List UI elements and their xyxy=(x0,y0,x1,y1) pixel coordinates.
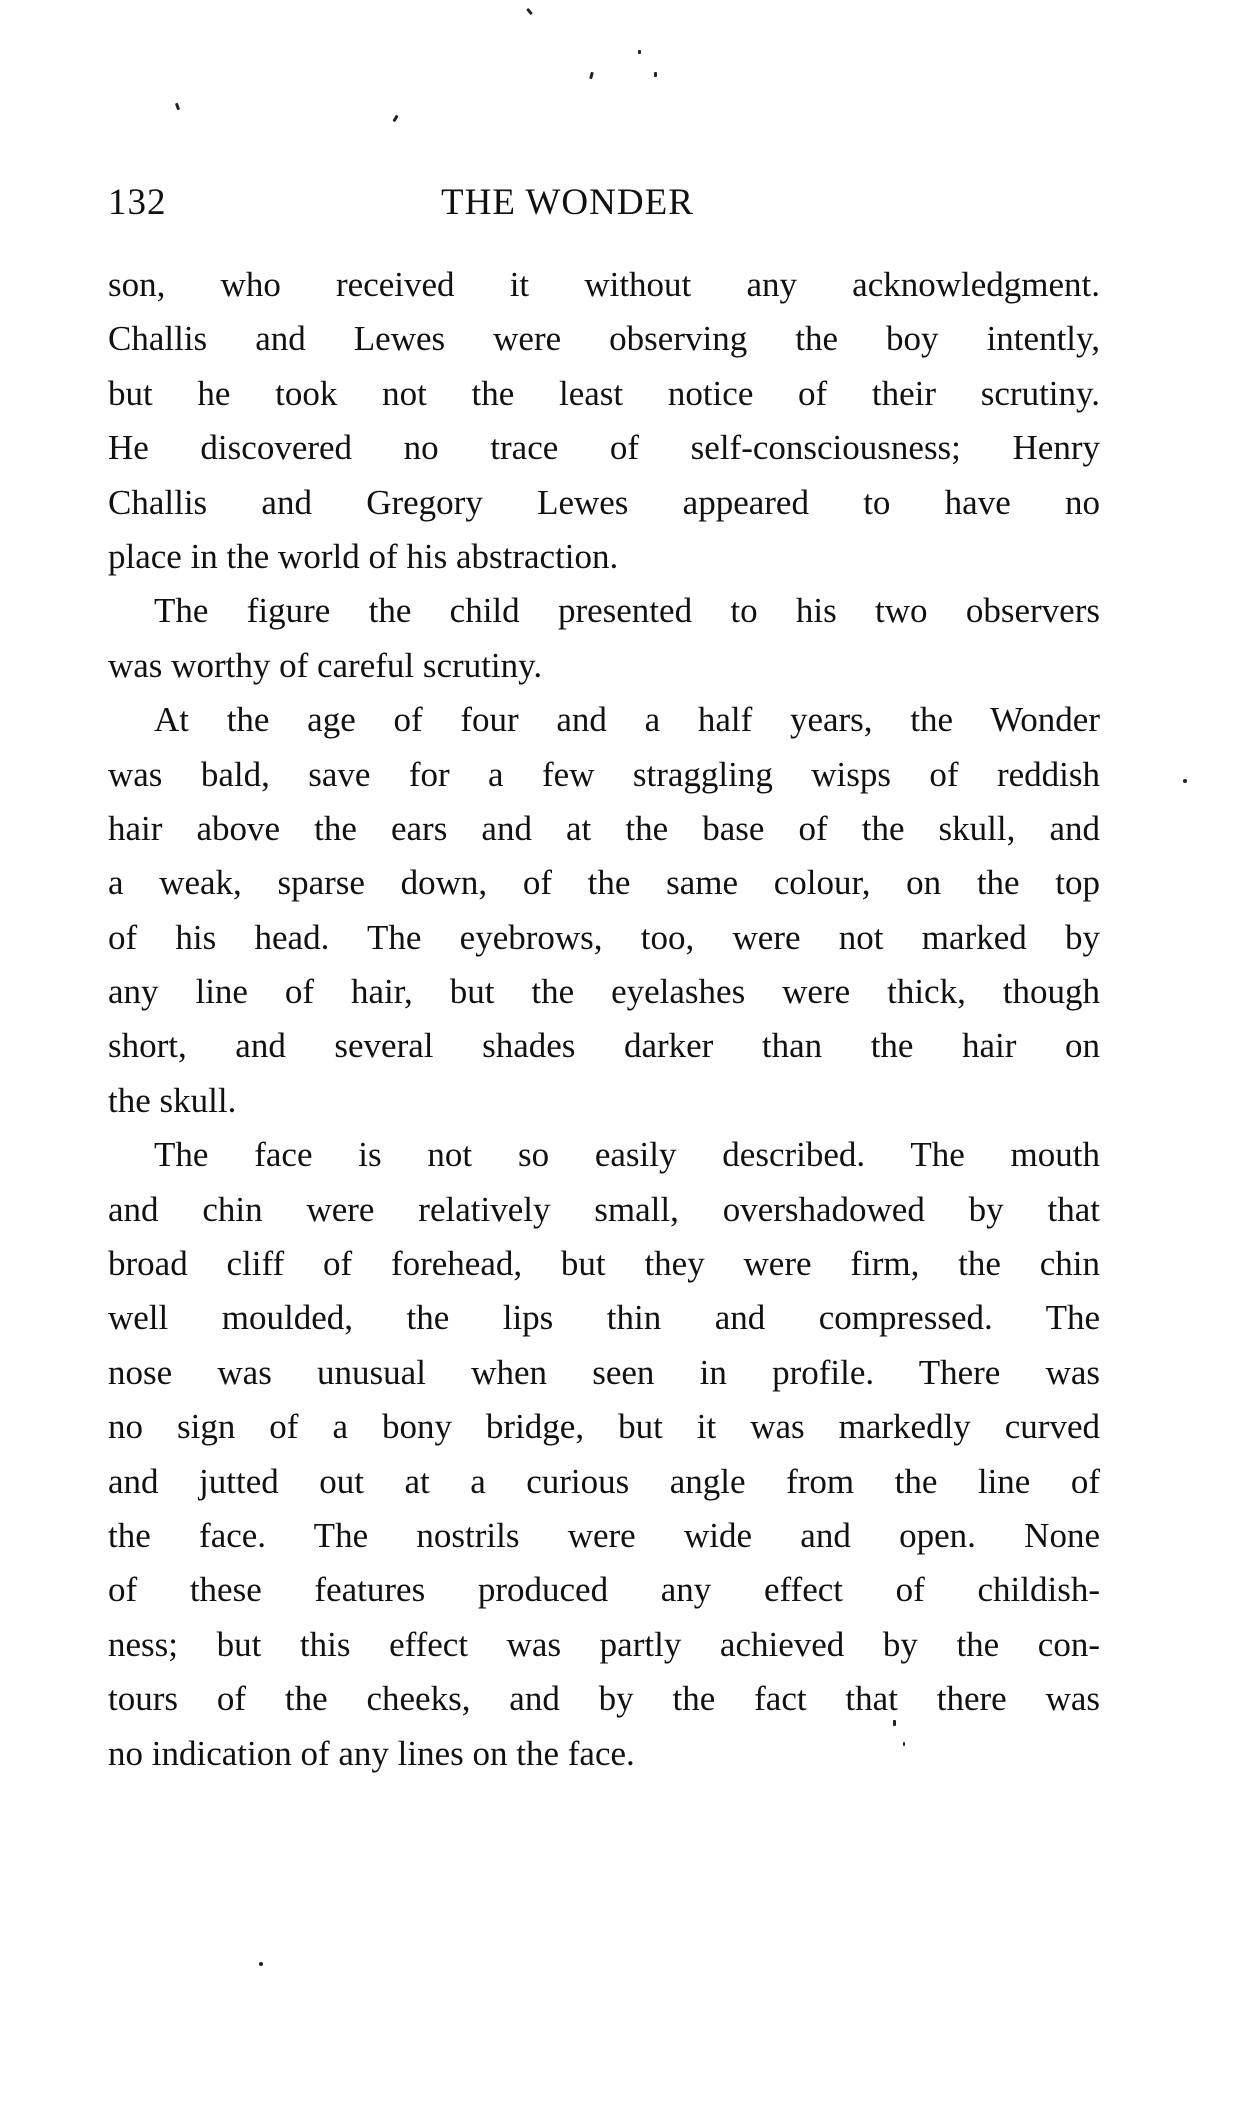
text-line: Challis and Gregory Lewes appeared to have no xyxy=(108,482,1100,522)
text-line: nose was unusual when seen in profile. There was xyxy=(108,1352,1100,1392)
scan-speck xyxy=(638,50,641,54)
text-line: well moulded, the lips thin and compressed. The xyxy=(108,1298,1100,1338)
text-line: the skull. xyxy=(108,1080,237,1120)
text-line: and jutted out at a curious angle from the line of xyxy=(108,1461,1100,1501)
paragraph xyxy=(108,1128,1100,1781)
text-line: At the age of four and a half years, the Wonder xyxy=(154,700,1100,740)
scan-speck xyxy=(259,1962,263,1966)
text-line: ness; but this effect was partly achieved by the con- xyxy=(108,1624,1100,1664)
text-line: any line of hair, but the eyelashes were thick, though xyxy=(108,972,1100,1012)
scan-speck xyxy=(392,115,398,123)
text-line: Challis and Lewes were observing the boy intently, xyxy=(108,319,1100,359)
text-line: the face. The nostrils were wide and open. None xyxy=(108,1515,1100,1555)
text-line: of his head. The eyebrows, too, were not marked by xyxy=(108,917,1100,957)
body-text xyxy=(108,258,1100,1781)
text-line: tours of the cheeks, and by the fact that there was xyxy=(108,1679,1100,1719)
text-line: was bald, save for a few straggling wisps of reddish xyxy=(108,754,1100,794)
scan-speck xyxy=(175,103,180,111)
text-line: and chin were relatively small, overshadowed by that xyxy=(108,1189,1100,1229)
page-number: 132 xyxy=(108,182,167,223)
text-line: hair above the ears and at the base of the skull, and xyxy=(108,808,1100,848)
text-line: but he took not the least notice of their scrutiny. xyxy=(108,373,1100,413)
paragraph xyxy=(108,584,1100,693)
running-title: THE WONDER xyxy=(441,182,694,223)
scan-speck xyxy=(1183,779,1187,783)
scan-speck xyxy=(589,72,594,80)
scan-speck xyxy=(893,1720,896,1726)
paragraph xyxy=(108,258,1100,584)
text-line: The face is not so easily described. The mouth xyxy=(154,1135,1100,1175)
text-line: of these features produced any effect of childish- xyxy=(108,1570,1100,1610)
text-line: The figure the child presented to his two observers xyxy=(154,591,1100,631)
text-line: short, and several shades darker than the hair on xyxy=(108,1026,1100,1066)
text-line: He discovered no trace of self-consciousness; Henry xyxy=(108,428,1100,468)
scan-speck xyxy=(526,8,533,15)
text-line: was worthy of careful scrutiny. xyxy=(108,645,543,685)
text-line: no sign of a bony bridge, but it was markedly curved xyxy=(108,1407,1100,1447)
paragraph xyxy=(108,693,1100,1128)
text-line: broad cliff of forehead, but they were firm, the chin xyxy=(108,1244,1100,1284)
text-line: a weak, sparse down, of the same colour, on the top xyxy=(108,863,1100,903)
running-head xyxy=(108,178,1100,228)
text-line: son, who received it without any acknowledgment. xyxy=(108,265,1100,304)
scan-speck xyxy=(903,1742,905,1746)
text-line: place in the world of his abstraction. xyxy=(108,536,619,576)
text-line: no indication of any lines on the face. xyxy=(108,1733,635,1773)
scan-speck xyxy=(654,72,657,77)
